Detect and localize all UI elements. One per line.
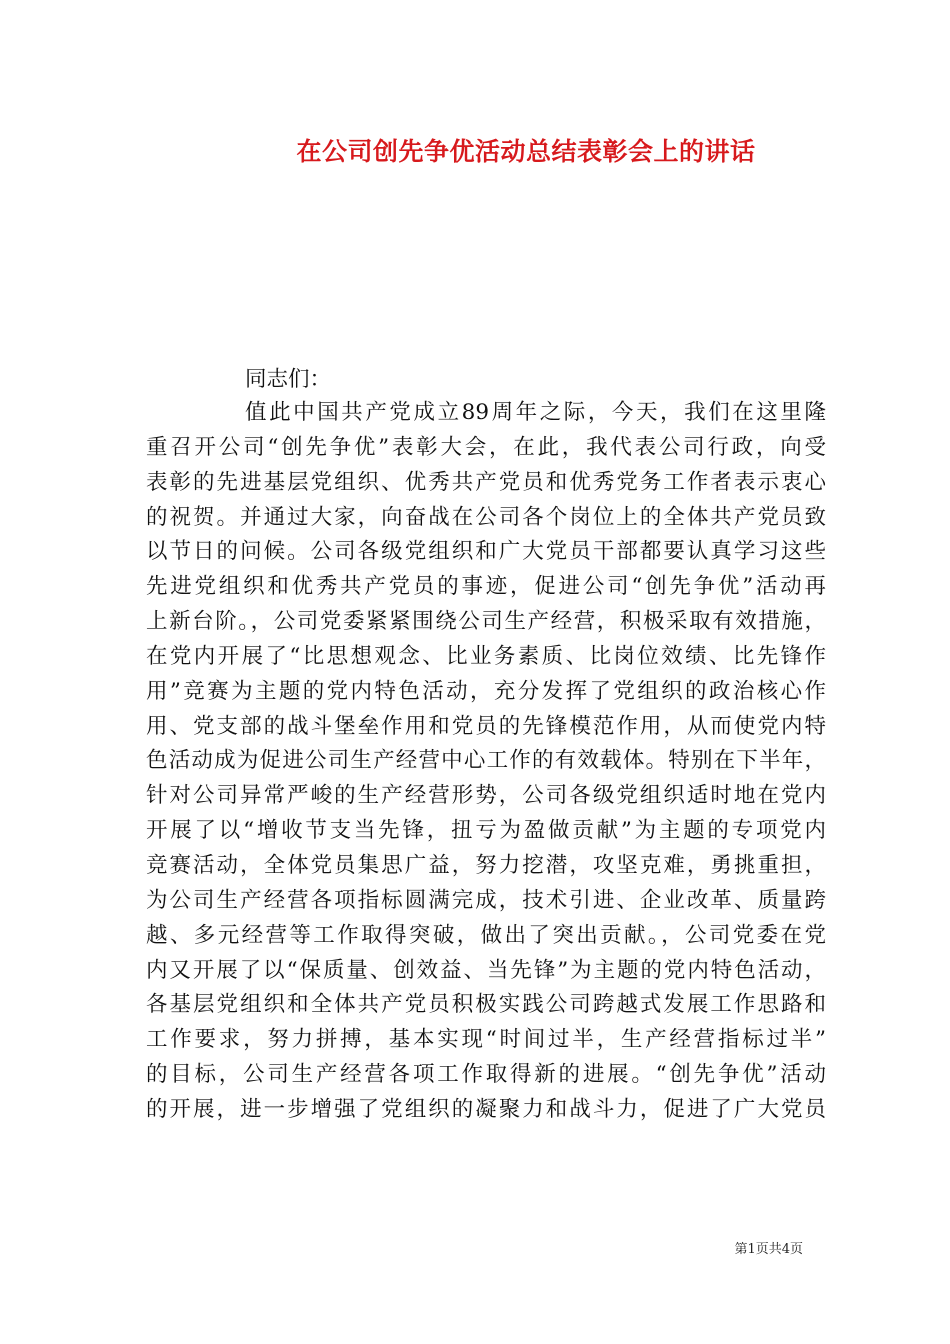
body-line: 以节日的问候。公司各级党组织和广大党员干部都要认真学习这些 xyxy=(146,539,826,565)
body-line: 的祝贺。并通过大家，向奋战在公司各个岗位上的全体共产党员致 xyxy=(146,504,826,530)
body-line: 在党内开展了“比思想观念、比业务素质、比岗位效绩、比先锋作 xyxy=(146,643,826,669)
body-line: 针对公司异常严峻的生产经营形势，公司各级党组织适时地在党内 xyxy=(146,783,826,809)
body-line: 的目标，公司生产经营各项工作取得新的进展。“创先争优”活动 xyxy=(146,1062,826,1088)
body-line: 先进党组织和优秀共产党员的事迹，促进公司“创先争优”活动再 xyxy=(146,574,826,600)
body-line: 重召开公司“创先争优”表彰大会，在此，我代表公司行政，向受 xyxy=(146,434,826,460)
body-line: 竞赛活动，全体党员集思广益，努力挖潜，攻坚克难，勇挑重担， xyxy=(146,852,826,878)
body-line: 值此中国共产党成立89周年之际，今天，我们在这里隆 xyxy=(245,400,826,425)
document-title: 在公司创先争优活动总结表彰会上的讲话 xyxy=(296,137,756,166)
body-line: 的开展，进一步增强了党组织的凝聚力和战斗力，促进了广大党员 xyxy=(146,1096,826,1122)
body-line: 各基层党组织和全体共产党员积极实践公司跨越式发展工作思路和 xyxy=(146,992,826,1018)
page-number: 第1页共4页 xyxy=(734,1242,803,1257)
body-line: 越、多元经营等工作取得突破，做出了突出贡献。，公司党委在党 xyxy=(146,922,826,948)
salutation: 同志们： xyxy=(245,367,332,392)
body-line: 用、党支部的战斗堡垒作用和党员的先锋模范作用，从而使党内特 xyxy=(146,713,826,739)
body-line: 上新台阶。，公司党委紧紧围绕公司生产经营，积极采取有效措施， xyxy=(146,609,826,635)
body-line: 色活动成为促进公司生产经营中心工作的有效载体。特别在下半年， xyxy=(146,748,826,774)
body-line: 内又开展了以“保质量、创效益、当先锋”为主题的党内特色活动， xyxy=(146,957,826,983)
body-line: 工作要求，努力拼搏，基本实现“时间过半，生产经营指标过半” xyxy=(146,1027,826,1053)
body-text xyxy=(146,396,826,1128)
body-line: 表彰的先进基层党组织、优秀共产党员和优秀党务工作者表示衷心 xyxy=(146,469,826,495)
body-line: 用”竞赛为主题的党内特色活动，充分发挥了党组织的政治核心作 xyxy=(146,678,826,704)
body-line: 开展了以“增收节支当先锋，扭亏为盈做贡献”为主题的专项党内 xyxy=(146,818,826,844)
body-line: 为公司生产经营各项指标圆满完成，技术引进、企业改革、质量跨 xyxy=(146,887,826,913)
